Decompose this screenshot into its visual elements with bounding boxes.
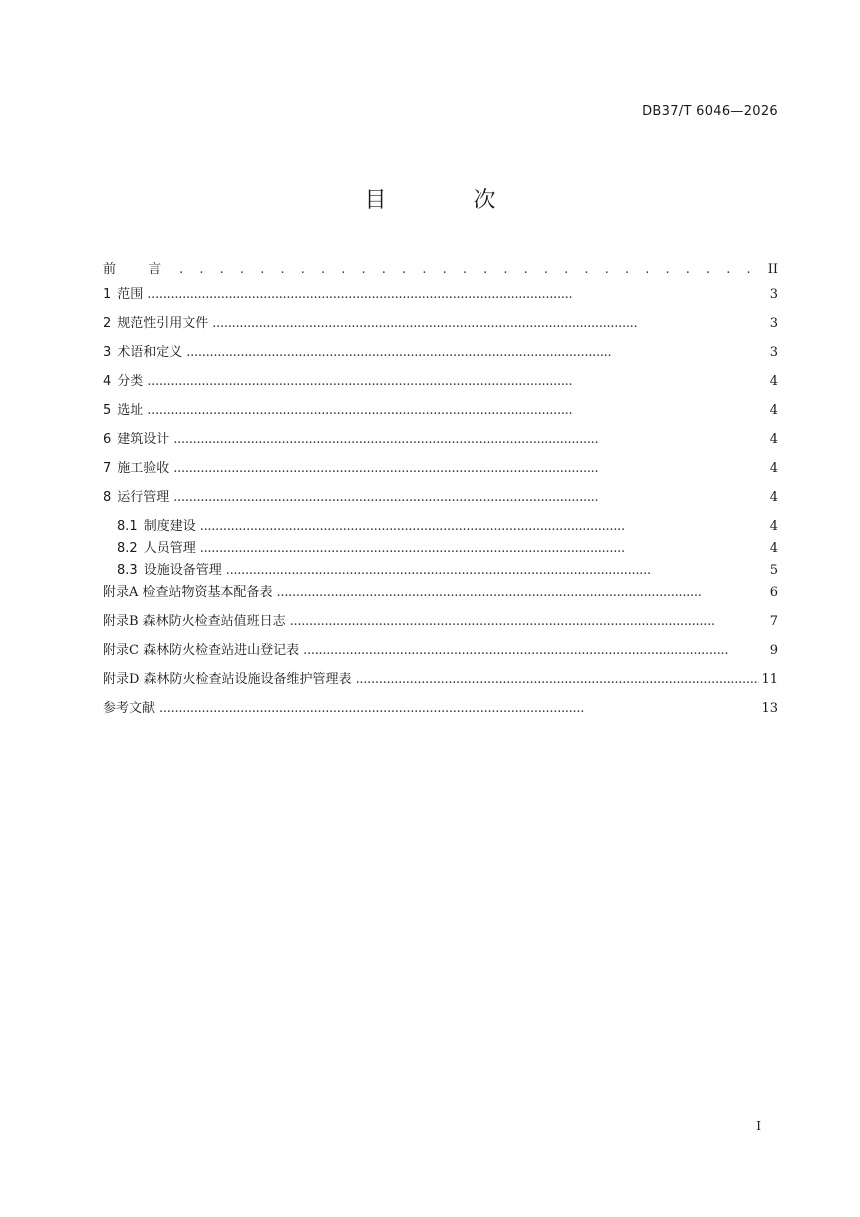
toc-entry-text: 规范性引用文件 bbox=[117, 316, 209, 331]
toc-entry-text: 设施设备管理 bbox=[143, 563, 222, 578]
toc-entry-page: 9 bbox=[769, 643, 778, 658]
toc-entry-page: 3 bbox=[769, 287, 778, 302]
toc-entry-label bbox=[103, 399, 143, 418]
toc-entry-references[interactable] bbox=[103, 697, 778, 726]
toc-leader-dots bbox=[290, 614, 768, 629]
toc-entry-number: 1 bbox=[103, 287, 112, 302]
toc-leader-dots bbox=[200, 541, 768, 556]
toc-leader-dots bbox=[200, 519, 768, 534]
toc-entry-page: 3 bbox=[769, 316, 778, 331]
toc-leader-dots bbox=[173, 432, 767, 447]
toc-entry-text: 人员管理 bbox=[143, 541, 196, 556]
toc-leader-dots bbox=[277, 585, 768, 600]
toc-entry-label bbox=[103, 312, 208, 331]
toc-leader-dots bbox=[186, 345, 767, 360]
toc-entry-label bbox=[103, 515, 196, 534]
toc-entry-label bbox=[103, 486, 169, 505]
toc-entry-label bbox=[103, 428, 169, 447]
toc-entry-page: 7 bbox=[769, 614, 778, 629]
toc-entry-page: 4 bbox=[769, 374, 778, 389]
toc-entry-1[interactable] bbox=[103, 283, 778, 312]
toc-entry-text: 制度建设 bbox=[143, 519, 196, 534]
toc-entry-foreword[interactable] bbox=[103, 258, 778, 283]
toc-entry-page: 4 bbox=[769, 541, 778, 556]
toc-leader-dots bbox=[147, 403, 767, 418]
toc-entry-page: 4 bbox=[769, 519, 778, 534]
toc-entry-8-1[interactable] bbox=[103, 515, 778, 537]
toc-entry-label: 附录B 森林防火检查站值班日志 bbox=[103, 614, 286, 629]
toc-entry-text: 分类 bbox=[117, 374, 144, 389]
page-number: I bbox=[756, 1119, 761, 1133]
toc-entry-5[interactable] bbox=[103, 399, 778, 428]
toc-entry-8-3[interactable] bbox=[103, 559, 778, 581]
toc-entry-text: 建筑设计 bbox=[117, 432, 170, 447]
toc-entry-number: 6 bbox=[103, 432, 112, 447]
toc-entry-number: 5 bbox=[103, 403, 112, 418]
toc-leader-dots bbox=[303, 643, 768, 658]
toc-leader-dots bbox=[212, 316, 767, 331]
toc-entry-page: 6 bbox=[769, 585, 778, 600]
toc-entry-appendix-c[interactable] bbox=[103, 639, 778, 668]
toc-entry-text: 施工验收 bbox=[117, 461, 170, 476]
toc-entry-label bbox=[103, 283, 143, 302]
toc-entry-page: 4 bbox=[769, 490, 778, 505]
toc-entry-8-2[interactable] bbox=[103, 537, 778, 559]
page-title: 目 次 bbox=[364, 188, 536, 213]
toc-leader-dots bbox=[159, 701, 759, 716]
toc-leader-dots bbox=[173, 490, 767, 505]
table-of-contents bbox=[103, 258, 778, 726]
toc-entry-text: 范围 bbox=[117, 287, 144, 302]
toc-leader-dots bbox=[356, 672, 760, 687]
toc-entry-label bbox=[103, 370, 143, 389]
toc-entry-page: II bbox=[767, 262, 778, 277]
toc-entry-7[interactable] bbox=[103, 457, 778, 486]
toc-entry-label: 附录A 检查站物资基本配备表 bbox=[103, 585, 273, 600]
toc-entry-6[interactable] bbox=[103, 428, 778, 457]
toc-entry-number: 8.1 bbox=[117, 519, 138, 534]
toc-entry-page: 4 bbox=[769, 403, 778, 418]
toc-entry-number: 3 bbox=[103, 345, 112, 360]
toc-entry-page: 5 bbox=[769, 563, 778, 578]
toc-leader-dots bbox=[226, 563, 768, 578]
toc-entry-3[interactable] bbox=[103, 341, 778, 370]
toc-entry-page: 4 bbox=[769, 432, 778, 447]
toc-entry-label: 附录C 森林防火检查站进山登记表 bbox=[103, 643, 300, 658]
toc-entry-number: 8.2 bbox=[117, 541, 138, 556]
toc-entry-label bbox=[103, 537, 196, 556]
toc-entry-text: 运行管理 bbox=[117, 490, 170, 505]
toc-entry-label bbox=[103, 457, 169, 476]
toc-leader-dots bbox=[173, 461, 767, 476]
toc-entry-2[interactable] bbox=[103, 312, 778, 341]
toc-entry-number: 2 bbox=[103, 316, 112, 331]
toc-leader-dots bbox=[147, 287, 767, 302]
toc-leader-dots bbox=[147, 374, 767, 389]
toc-entry-text: 选址 bbox=[117, 403, 144, 418]
toc-entry-appendix-a[interactable] bbox=[103, 581, 778, 610]
toc-entry-number: 8 bbox=[103, 490, 112, 505]
toc-entry-page: 3 bbox=[769, 345, 778, 360]
toc-entry-page: 4 bbox=[769, 461, 778, 476]
toc-entry-label: 参考文献 bbox=[103, 701, 156, 716]
toc-entry-number: 8.3 bbox=[117, 563, 138, 578]
toc-entry-page: 11 bbox=[761, 672, 778, 687]
document-code: DB37/T 6046—2026 bbox=[642, 104, 778, 119]
toc-entry-label bbox=[103, 559, 222, 578]
toc-entry-appendix-d[interactable] bbox=[103, 668, 778, 697]
toc-entry-number: 7 bbox=[103, 461, 112, 476]
toc-entry-appendix-b[interactable] bbox=[103, 610, 778, 639]
toc-entry-page: 13 bbox=[761, 701, 778, 716]
toc-entry-label: 前 言 bbox=[103, 262, 176, 277]
toc-entry-label bbox=[103, 341, 182, 360]
toc-entry-8[interactable] bbox=[103, 486, 778, 515]
toc-entry-text: 术语和定义 bbox=[117, 345, 183, 360]
toc-leader-dots bbox=[179, 262, 766, 277]
toc-entry-4[interactable] bbox=[103, 370, 778, 399]
toc-entry-number: 4 bbox=[103, 374, 112, 389]
toc-entry-label: 附录D 森林防火检查站设施设备维护管理表 bbox=[103, 672, 352, 687]
